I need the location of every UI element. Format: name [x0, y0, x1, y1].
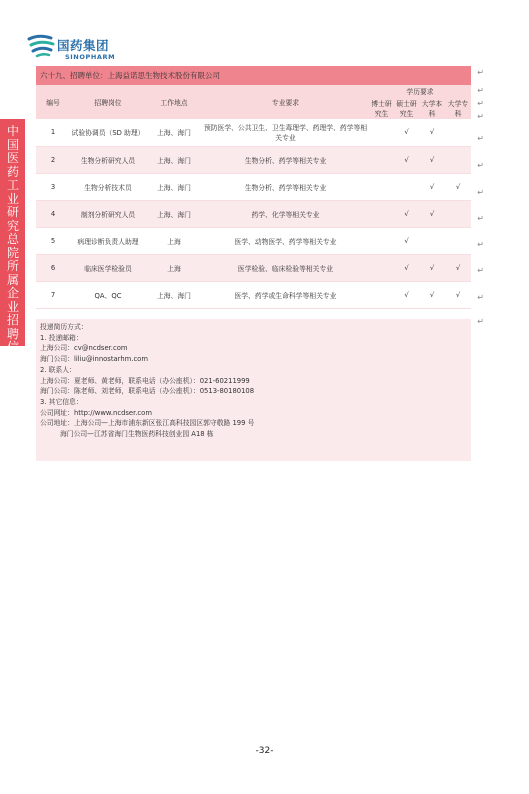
contact-line: 1. 投递邮箱：	[40, 333, 83, 342]
table-row	[36, 173, 471, 200]
cell-bachelor: √	[419, 146, 445, 173]
cell-major: 生物分析、药学等相关专业	[202, 146, 369, 173]
cell-master: √	[394, 227, 419, 254]
paragraph-mark-icon: ↵	[477, 68, 484, 77]
contact-line: 上海公司：夏老师、黄老师，联系电话（办公座机）：021-60211999	[40, 376, 250, 385]
contact-info	[36, 319, 471, 461]
cell-location: 上海、海门	[146, 173, 202, 200]
table-row	[36, 146, 471, 173]
cell-bachelor: √	[419, 200, 445, 227]
cell-position: QA、QC	[70, 281, 146, 308]
contact-line: 海门公司：陈老师、刘老师，联系电话（办公座机）：0513-80180108	[40, 387, 255, 396]
cell-major: 医学检验、临床检验等相关专业	[202, 254, 369, 281]
cell-college: √	[445, 254, 471, 281]
contact-line: 投递简历方式：	[40, 323, 88, 331]
contact-line: 2. 联系人：	[40, 365, 76, 374]
contact-line: 海门公司：liliu@innostarhm.com	[40, 355, 148, 364]
cell-location: 上海	[146, 227, 202, 254]
paragraph-mark-icon: ↵	[477, 188, 484, 197]
cell-no: 3	[36, 173, 70, 200]
cell-location: 上海、海门	[146, 281, 202, 308]
cell-location: 上海、海门	[146, 119, 202, 146]
cell-phd	[369, 200, 394, 227]
cell-position: 生物分析研究人员	[70, 146, 146, 173]
cell-position: 临床医学检验员	[70, 254, 146, 281]
cell-position: 制剂分析研究人员	[70, 200, 146, 227]
cell-location: 上海、海门	[146, 146, 202, 173]
logo-text-cn: 国药集团	[57, 38, 110, 53]
sinopharm-logo-icon	[27, 30, 57, 60]
cell-position: 生物分析技术员	[70, 173, 146, 200]
cell-no: 6	[36, 254, 70, 281]
cell-major: 医学、药学或生命科学等相关专业	[202, 281, 369, 308]
side-tab-label: 中国医药工业研究总院所属企业招聘信息	[6, 124, 19, 368]
page-number: -32-	[255, 746, 274, 756]
paragraph-mark-icon: ↵	[477, 240, 484, 249]
cell-phd	[369, 173, 394, 200]
cell-location: 上海、海门	[146, 200, 202, 227]
cell-phd	[369, 281, 394, 308]
paragraph-mark-icon: ↵	[477, 86, 484, 95]
paragraph-mark-icon: ↵	[477, 214, 484, 223]
cell-major: 药学、化学等相关专业	[202, 200, 369, 227]
paragraph-mark-icon: ↵	[477, 134, 484, 143]
cell-college	[445, 119, 471, 146]
cell-phd	[369, 254, 394, 281]
paragraph-mark-icon: ↵	[477, 293, 484, 302]
cell-bachelor	[419, 227, 445, 254]
logo-text-en: SINOPHARM	[65, 53, 116, 61]
cell-bachelor: √	[419, 281, 445, 308]
cell-bachelor: √	[419, 173, 445, 200]
cell-college	[445, 146, 471, 173]
paragraph-mark-icon: ↵	[477, 99, 484, 108]
cell-position: 试验协调员（SD 助理）	[70, 119, 146, 146]
cell-college	[445, 200, 471, 227]
header-master: 硕士研究生	[394, 97, 419, 119]
header-education-group: 学历要求	[369, 85, 471, 97]
cell-no: 2	[36, 146, 70, 173]
header-position: 招聘岗位	[70, 85, 146, 119]
paragraph-mark-icon: ↵	[477, 317, 484, 326]
recruitment-table	[36, 85, 471, 309]
cell-phd	[369, 119, 394, 146]
header-phd: 博士研究生	[369, 97, 394, 119]
cell-position: 病理诊断负责人助理	[70, 227, 146, 254]
cell-no: 4	[36, 200, 70, 227]
cell-master: √	[394, 281, 419, 308]
cell-college: √	[445, 173, 471, 200]
table-row	[36, 227, 471, 254]
table-row	[36, 200, 471, 227]
cell-location: 上海	[146, 254, 202, 281]
cell-college: √	[445, 281, 471, 308]
cell-master	[394, 173, 419, 200]
cell-master: √	[394, 254, 419, 281]
table-row	[36, 254, 471, 281]
cell-major: 生物分析、药学等相关专业	[202, 173, 369, 200]
cell-phd	[369, 227, 394, 254]
header-no: 编号	[36, 85, 70, 119]
side-tab	[0, 119, 25, 368]
cell-bachelor: √	[419, 254, 445, 281]
contact-line: 公司网址：http://www.ncdser.com	[40, 408, 152, 417]
contact-line: 公司地址：上海公司—上海市浦东新区张江高科技园区郭守敬路 199 号	[40, 419, 255, 428]
table-row	[36, 119, 471, 146]
paragraph-mark-icon: ↵	[477, 266, 484, 275]
cell-college	[445, 227, 471, 254]
header-major: 专业要求	[202, 85, 369, 119]
cell-phd	[369, 146, 394, 173]
contact-line: 3. 其它信息：	[40, 397, 83, 406]
cell-no: 1	[36, 119, 70, 146]
recruitment-table-section	[36, 66, 471, 309]
sinopharm-logo	[27, 28, 147, 66]
header-bachelor: 大学本科	[419, 97, 445, 119]
cell-master: √	[394, 119, 419, 146]
table-row	[36, 281, 471, 308]
paragraph-mark-icon: ↵	[477, 161, 484, 170]
header-college: 大学专科	[445, 97, 471, 119]
header-location: 工作地点	[146, 85, 202, 119]
paragraph-mark-icon: ↵	[477, 112, 484, 121]
cell-major: 医学、动物医学、药学等相关专业	[202, 227, 369, 254]
cell-no: 7	[36, 281, 70, 308]
cell-master: √	[394, 146, 419, 173]
contact-line: 海门公司—江苏省海门生物医药科技创业园 A18 栋	[60, 430, 214, 439]
cell-no: 5	[36, 227, 70, 254]
cell-bachelor: √	[419, 119, 445, 146]
section-title: 六十九、招聘单位：上海益诺思生物技术股份有限公司	[36, 66, 471, 85]
contact-line: 上海公司：cv@ncdser.com	[40, 344, 128, 353]
cell-master: √	[394, 200, 419, 227]
cell-major: 预防医学、公共卫生、卫生毒理学、药理学、药学等相关专业	[202, 119, 369, 146]
